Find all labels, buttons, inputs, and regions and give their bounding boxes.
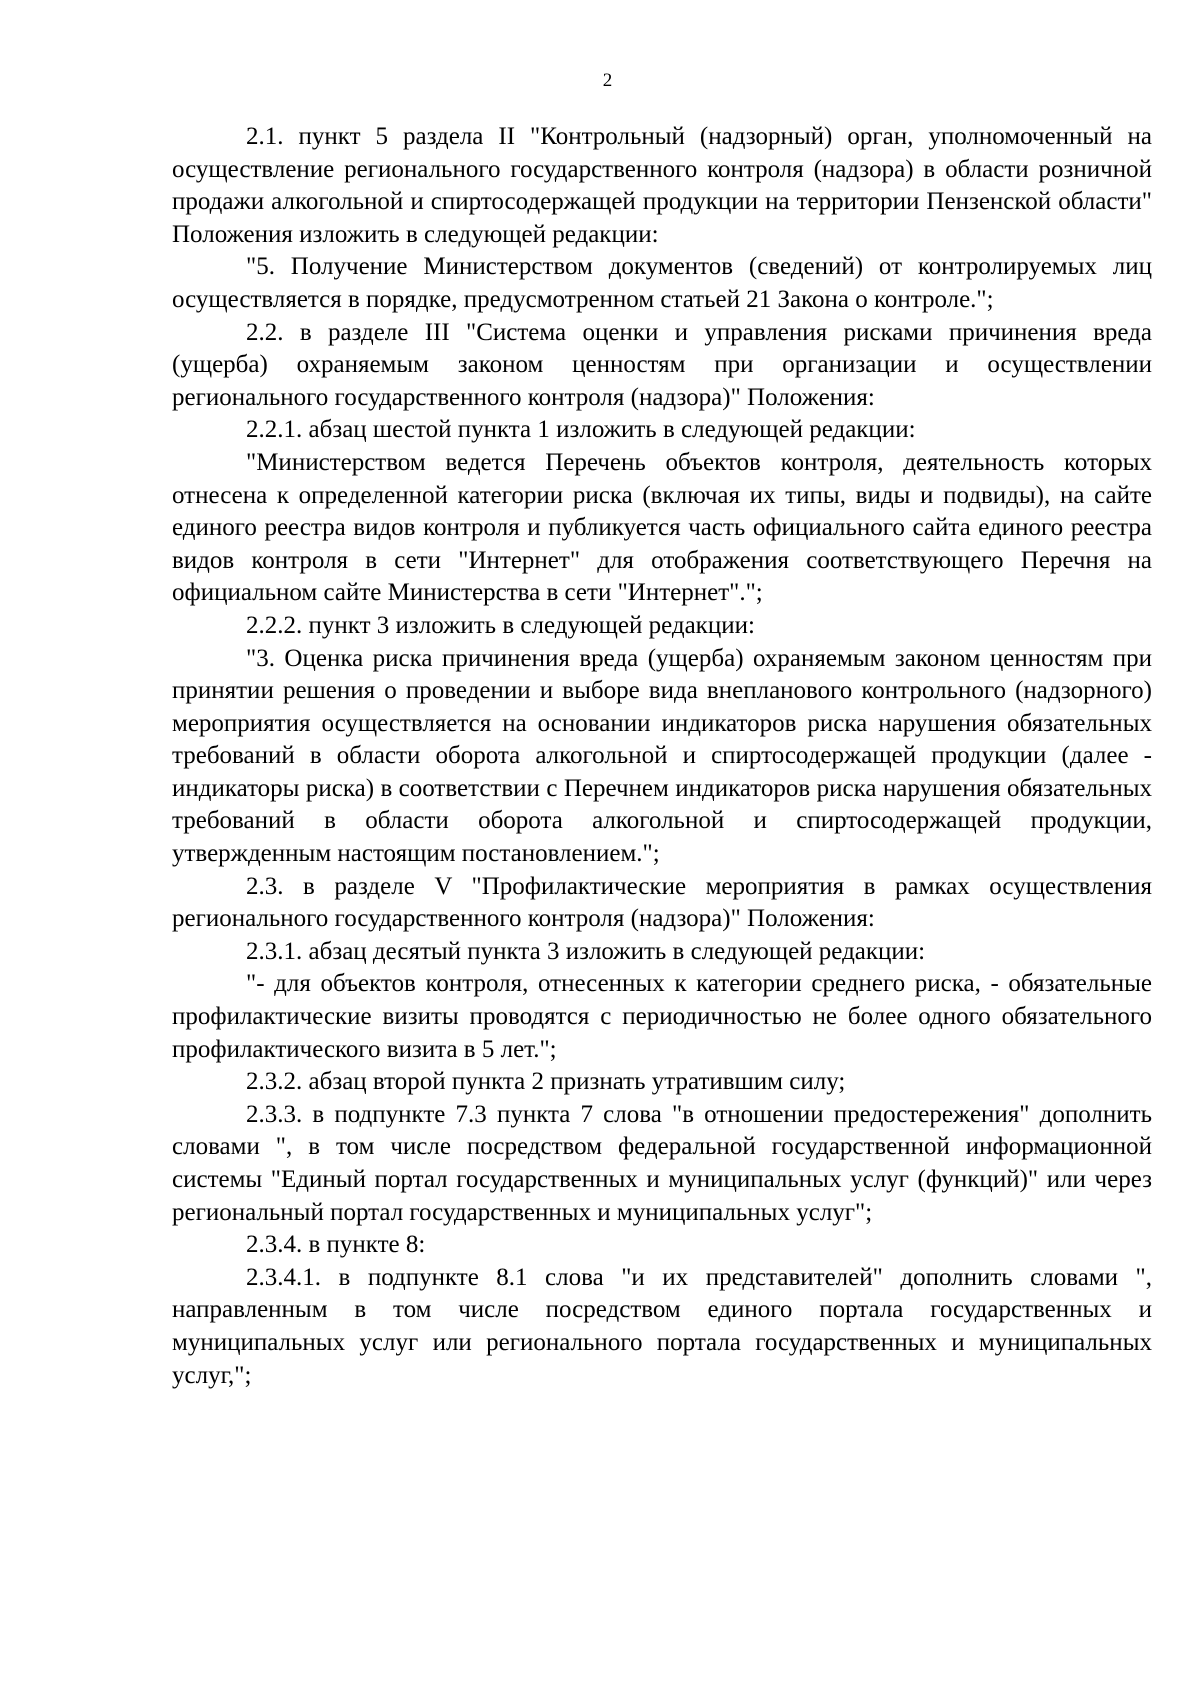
paragraph-2-1: 2.1. пункт 5 раздела II "Контрольный (надзорный) орган, уполномоченный на осуществление регионального государственного контроля (надзора) в области розничной продажи алкогольной и спиртосодержащей продукции на территории Пензенской области" Положения изложить в следующей редакции: [172,123,1152,248]
paragraph-quote-3: "3. Оценка риска причинения вреда (ущерба) охраняемым законом ценностям при принятии решения о проведении и выборе вида внепланового контрольного (надзорного) мероприятия осуществляется на основании индикаторов риска нарушения обязательных требований в области оборота алкогольной и спиртосодержащей продукции (далее - индикаторы риска) в соответствии с Перечнем индикаторов риска нарушения обязательных требований в области оборота алкогольной и спиртосодержащей продукции, утвержденным настоящим постановлением."; [172,644,1152,868]
paragraph-2-3-3: 2.3.3. в подпункте 7.3 пункта 7 слова "в отношении предостережения" дополнить словами ", в том числе посредством федеральной государственной информационной системы "Единый портал государственных и муниципальных услуг (функций)" или через региональный портал государственных и муниципальных услуг"; [172,1100,1152,1226]
paragraph-2-3: 2.3. в разделе V "Профилактические мероприятия в рамках осуществления регионального государственного контроля (надзора)" Положения: [172,872,1152,933]
paragraph-quote-5: "5. Получение Министерством документов (сведений) от контролируемых лиц осуществляется в порядке, предусмотренном статьей 21 Закона о контроле."; [172,253,1152,313]
paragraph-quote-ministry: "Министерством ведется Перечень объектов контроля, деятельность которых отнесена к определенной категории риска (включая их типы, виды и подвиды), на сайте единого реестра видов контроля и публикуется часть официального сайта единого реестра видов контроля в сети "Интернет" для отображения соответствующего Перечня на официальном сайте Министерства в сети "Интернет"."; [172,448,1152,607]
paragraph-2-2-1: 2.2.1. абзац шестой пункта 1 изложить в следующей редакции: [246,416,916,444]
paragraph-2-3-2: 2.3.2. абзац второй пункта 2 признать утратившим силу; [246,1068,846,1096]
paragraph-2-3-1: 2.3.1. абзац десятый пункта 3 изложить в следующей редакции: [246,937,926,965]
paragraph-2-3-4: 2.3.4. в пункте 8: [246,1231,426,1259]
paragraph-2-2-2: 2.2.2. пункт 3 изложить в следующей редакции: [246,611,755,639]
paragraph-2-2: 2.2. в разделе III "Система оценки и управления рисками причинения вреда (ущерба) охраняемым законом ценностям при организации и осуществлении регионального государственного контроля (надзора)" Положения: [172,318,1152,411]
document-body [172,121,1152,1392]
page-number: 2 [602,70,613,91]
paragraph-2-3-4-1: 2.3.4.1. в подпункте 8.1 слова "и их представителей" дополнить словами ", направленным в том числе посредством единого портала государственных и муниципальных услуг или регионального портала государственных и муниципальных услуг,"; [172,1263,1152,1389]
paragraph-quote-visits: "- для объектов контроля, отнесенных к категории среднего риска, - обязательные профилактические визиты проводятся с периодичностью не более одного обязательного профилактического визита в 5 лет."; [172,970,1152,1063]
